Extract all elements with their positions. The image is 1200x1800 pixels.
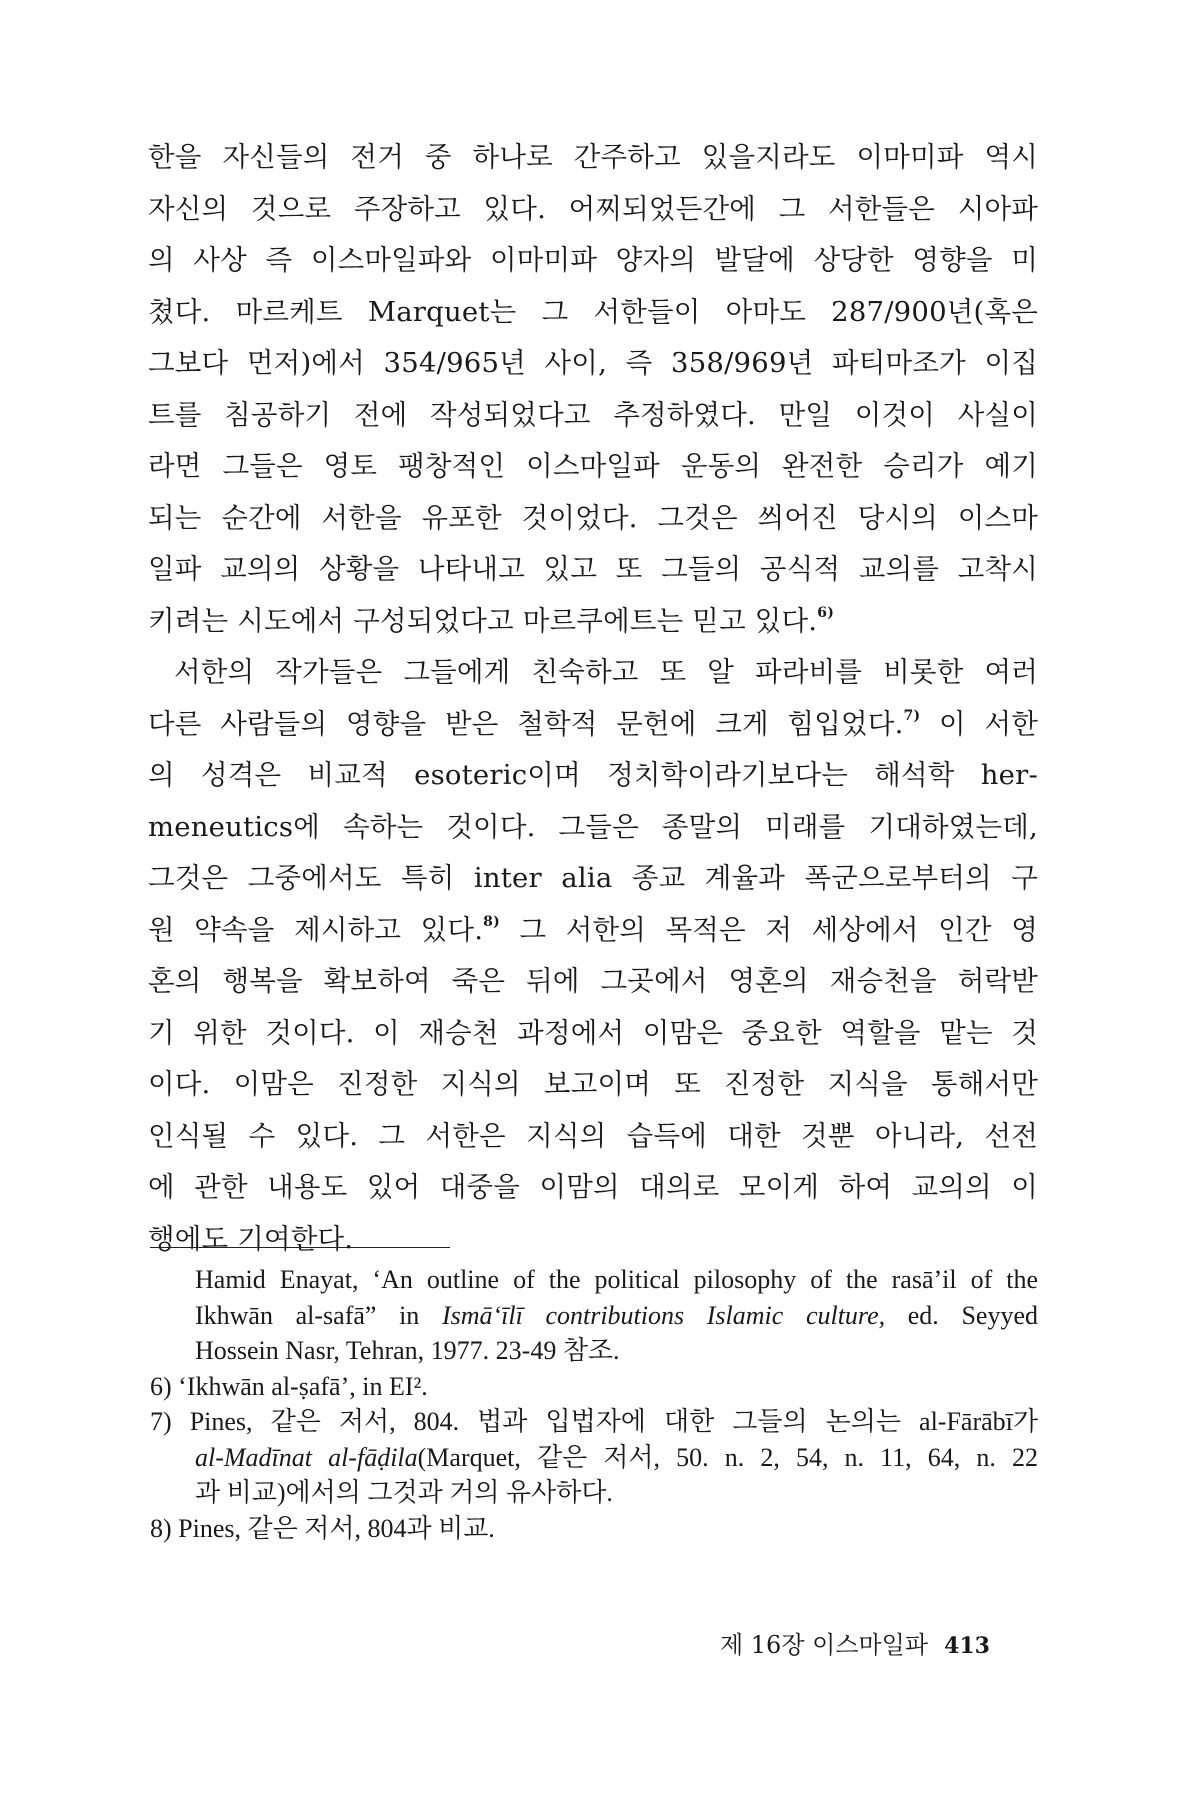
text-line — [148, 905, 1038, 957]
footnote-line: Hamid Enayat, ‘An outline of the political pilosophy of the rasā’il of the — [195, 1265, 1038, 1294]
text-line: 서한의 작가들은 그들에게 친숙하고 또 알 파라비를 비롯한 여러 — [174, 656, 1038, 688]
text-span: 다른 사람들의 영향을 받은 철학적 문헌에 크게 힘입었다. — [148, 707, 904, 740]
page-number: 413 — [944, 1633, 990, 1659]
text-line: 의 성격은 비교적 esoteric이며 정치학이라기보다는 해석학 her- — [148, 759, 1038, 791]
footnote-7: 7) Pines, 같은 저서, 804. 법과 입법자에 대한 그들의 논의는 al-Fārābī가 — [150, 1407, 1038, 1436]
footnote-6: 6) ‘Ikhwān al-ṣafā’, in EI². — [150, 1371, 428, 1401]
text-line: 인식될 수 있다. 그 서한은 지식의 습득에 대한 것뿐 아니라, 선전 — [148, 1119, 1038, 1152]
text-line: 에 관한 내용도 있어 대중을 이맘의 대의로 모이게 하여 교의의 이 — [148, 1171, 1038, 1203]
text-line: 그보다 먼저)에서 354/965년 사이, 즉 358/969년 파티마조가 이집 — [148, 347, 1038, 379]
footnote-ref-6: 6) — [817, 604, 835, 621]
text-line: 그것은 그중에서도 특히 inter alia 종교 계율과 폭군으로부터의 구 — [148, 862, 1038, 894]
footnote-ref-8: 8) — [483, 913, 500, 930]
text-line: 쳤다. 마르케트 Marquet는 그 서한들이 아마도 287/900년(혹은 — [148, 295, 1038, 328]
running-chapter-title: 제 16장 이스마일파 — [719, 1631, 929, 1659]
text-line: 트를 침공하기 전에 작성되었다고 추정하였다. 만일 이것이 사실이 — [148, 398, 1038, 431]
text-line: 기 위한 것이다. 이 재승천 과정에서 이맘은 중요한 역할을 맡는 것 — [148, 1016, 1038, 1049]
text-line — [148, 596, 1038, 648]
footnote-line: Hossein Nasr, Tehran, 1977. 23-49 참조. — [195, 1336, 620, 1365]
footnote-line — [150, 1440, 1038, 1476]
text-line: 라면 그들은 영토 팽창적인 이스마일파 운동의 완전한 승리가 예기 — [148, 450, 1038, 482]
text-span: 그 서한의 목적은 저 세상에서 인간 영 — [499, 913, 1038, 946]
text-line: 일파 교의의 상황을 나타내고 있고 또 그들의 공식적 교의를 고착시 — [148, 553, 1038, 585]
text-span: 이 서한 — [920, 707, 1038, 740]
text-span: (Marquet, 같은 저서, 50. n. 2, 54, n. 11, 64, n. 22 — [417, 1442, 1038, 1472]
text-line: 혼의 행복을 확보하여 죽은 뒤에 그곳에서 영혼의 재승천을 허락받 — [148, 965, 1038, 997]
footnote-8: 8) Pines, 같은 저서, 804과 비교. — [150, 1513, 495, 1543]
main-text — [148, 132, 1038, 1265]
text-line: 의 사상 즉 이스마일파와 이마미파 양자의 발달에 상당한 영향을 미 — [148, 244, 1038, 276]
text-line: 행에도 기여한다. — [148, 1222, 354, 1255]
text-span: Ikhwān al-safā” in — [195, 1300, 442, 1330]
text-span: 원 약속을 제시하고 있다. — [148, 913, 484, 946]
text-line: meneutics에 속하는 것이다. 그들은 종말의 미래를 기대하였는데, — [148, 810, 1038, 843]
footnote-line — [150, 1298, 1038, 1334]
footnotes — [150, 1262, 1038, 1546]
work-title: al-Madīnat al-fāḍila — [195, 1442, 418, 1472]
text-line: 한을 자신들의 전거 중 하나로 간주하고 있을지라도 이마미파 역시 — [148, 141, 1038, 173]
work-title: Ismā‘īlī contributions Islamic culture, — [441, 1300, 886, 1330]
footnote-ref-7: 7) — [903, 707, 921, 724]
text-span: 키려는 시도에서 구성되었다고 마르쿠에트는 믿고 있다. — [148, 604, 818, 637]
text-line: 자신의 것으로 주장하고 있다. 어찌되었든간에 그 서한들은 시아파 — [148, 192, 1038, 225]
text-line — [148, 699, 1038, 751]
page-footer — [0, 1625, 990, 1660]
footnote-line: 과 비교)에서의 그것과 거의 유사하다. — [195, 1478, 613, 1507]
text-span: ed. Seyyed — [885, 1300, 1038, 1330]
footnote-divider — [150, 1247, 450, 1248]
text-line: 되는 순간에 서한을 유포한 것이었다. 그것은 씌어진 당시의 이스마 — [148, 501, 1038, 534]
text-line: 이다. 이맘은 진정한 지식의 보고이며 또 진정한 지식을 통해서만 — [148, 1068, 1038, 1100]
